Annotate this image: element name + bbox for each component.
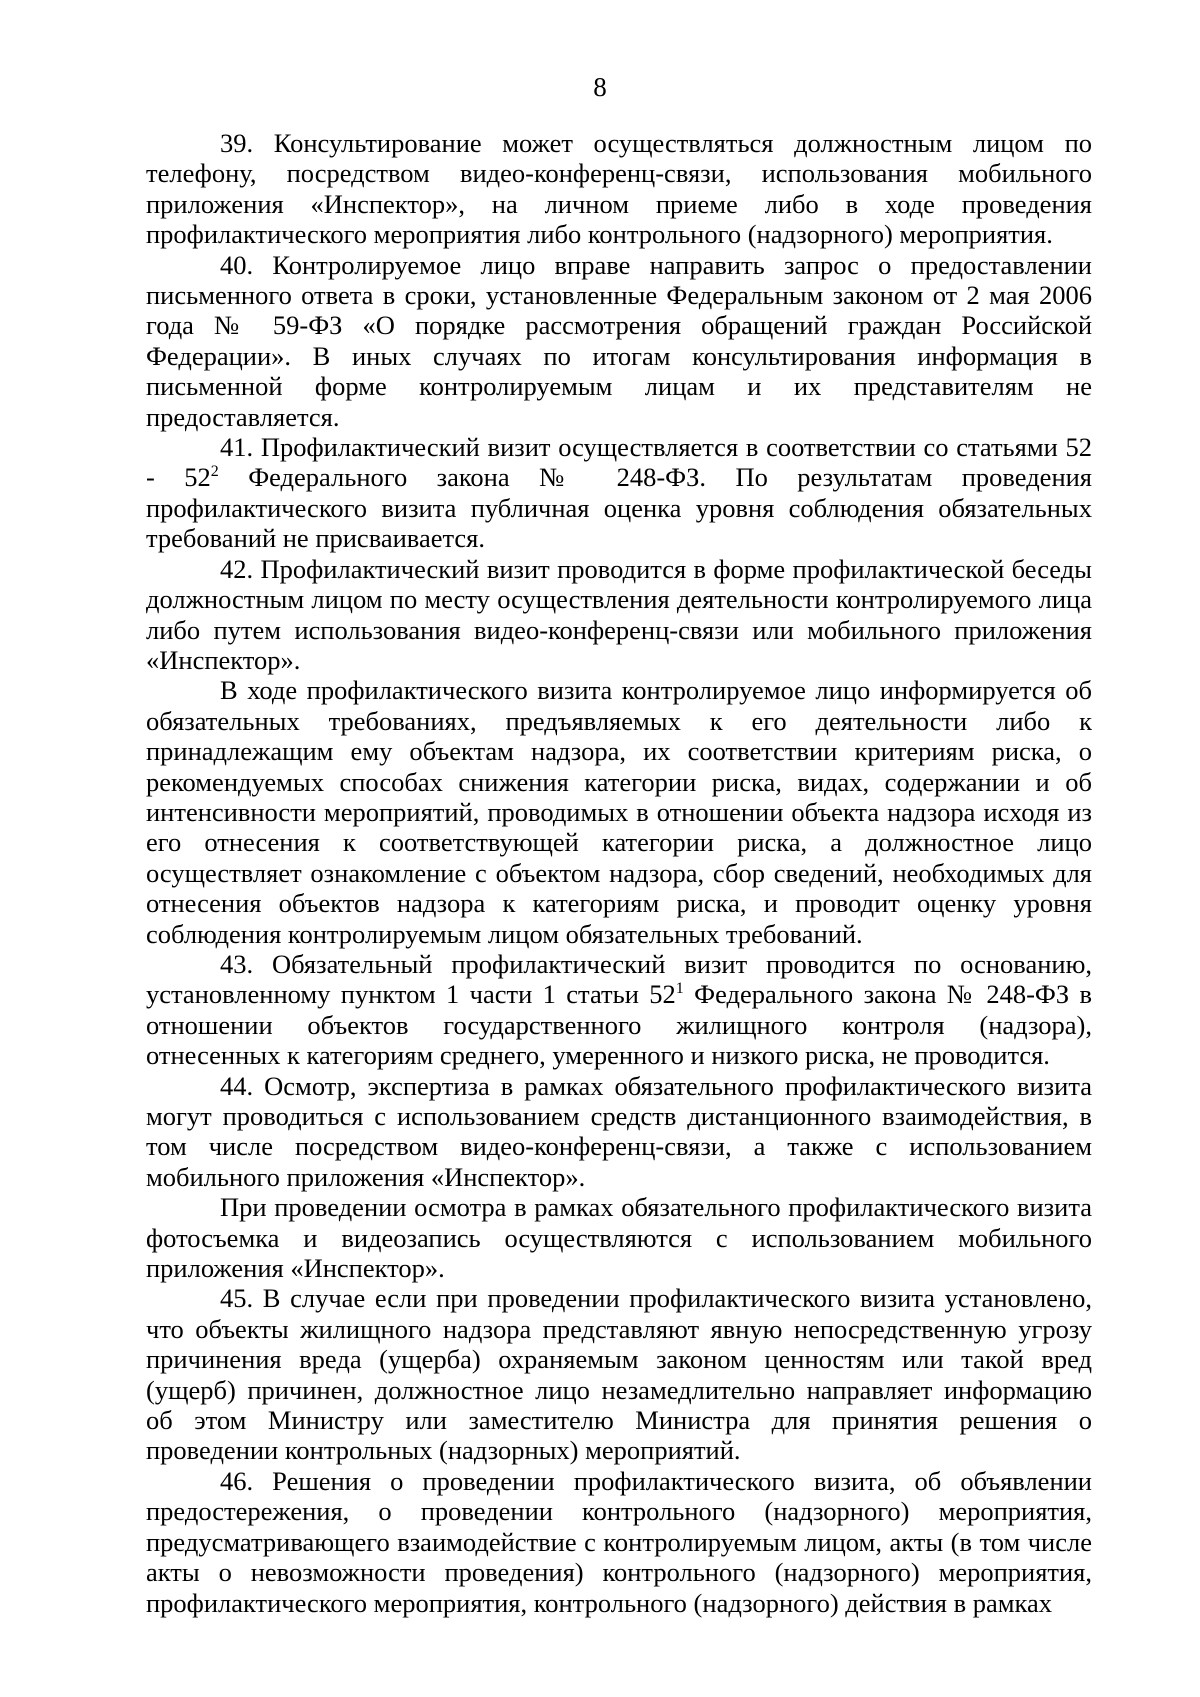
paragraph-44: 44. Осмотр, экспертиза в рамках обязательного профилактического визита могут проводиться с использованием средств дистанционного взаимодействия, в том числе посредством видео-конференц-связи, а также с использованием мобильного приложения «Инспектор». <box>146 1070 1092 1192</box>
document-body <box>146 128 1092 1618</box>
page-number: 8 <box>593 72 607 102</box>
paragraph-42: 42. Профилактический визит проводится в форме профилактической беседы должностным лицом по месту осуществления деятельности контролируемого лица либо путем использования видео-конференц-связи или мобильного приложения «Инспектор». <box>146 553 1092 675</box>
paragraph-41-text-start: 41. Профилактический визит осуществляется в соответствии со статьями 52 - 52 <box>146 432 1092 493</box>
paragraph-42-continuation: В ходе профилактического визита контролируемое лицо информируется об обязательных требованиях, предъявляемых к его деятельности либо к принадлежащим ему объектам надзора, их соответствии критериям риска, о рекомендуемых способах снижения категории риска, видах, содержании и об интенсивности мероприятий, проводимых в отношении объекта надзора исходя из его отнесения к соответствующей категории риска, а должностное лицо осуществляет ознакомление с объектом надзора, сбор сведений, необходимых для отнесения объектов надзора к категориям риска, и проводит оценку уровня соблюдения контролируемым лицом обязательных требований. <box>146 675 1092 949</box>
paragraph-41-superscript: 2 <box>210 463 219 481</box>
paragraph-43 <box>146 949 1092 1071</box>
paragraph-41 <box>146 432 1092 554</box>
paragraph-43-text-end: Федерального закона № 248-ФЗ в отношении объектов государственного жилищного контроля (надзора), отнесенных к категориям среднего, умеренного и низкого риска, не проводится. <box>146 979 1092 1071</box>
paragraph-44-continuation: При проведении осмотра в рамках обязательного профилактического визита фотосъемка и видеозапись осуществляются с использованием мобильного приложения «Инспектор». <box>146 1192 1092 1284</box>
paragraph-39: 39. Консультирование может осуществляться должностным лицом по телефону, посредством видео-конференц-связи, использования мобильного приложения «Инспектор», на личном приеме либо в ходе проведения профилактического мероприятия либо контрольного (надзорного) мероприятия. <box>146 128 1092 250</box>
paragraph-43-text-start: 43. Обязательный профилактический визит проводится по основанию, установленному пунктом 1 части 1 статьи 52 <box>146 948 1092 1010</box>
paragraph-40: 40. Контролируемое лицо вправе направить запрос о предоставлении письменного ответа в сроки, установленные Федеральным законом от 2 мая 2006 года № 59-ФЗ «О порядке рассмотрения обращений граждан Российской Федерации». В иных случаях по итогам консультирования информация в письменной форме контролируемым лицам и их представителям не предоставляется. <box>146 249 1092 432</box>
paragraph-45: 45. В случае если при проведении профилактического визита установлено, что объекты жилищного надзора представляют явную непосредственную угрозу причинения вреда (ущерба) охраняемым законом ценностям или такой вред (ущерб) причинен, должностное лицо незамедлительно направляет информацию об этом Министру или заместителю Министра для принятия решения о проведении контрольных (надзорных) мероприятий. <box>146 1283 1092 1466</box>
paragraph-41-text-end: Федерального закона № 248-ФЗ. По результатам проведения профилактического визита публичная оценка уровня соблюдения обязательных требований не присваивается. <box>146 462 1092 554</box>
paragraph-43-superscript: 1 <box>675 980 684 998</box>
paragraph-46: 46. Решения о проведении профилактического визита, об объявлении предостережения, о проведении контрольного (надзорного) мероприятия, предусматривающего взаимодействие с контролируемым лицом, акты (в том числе акты о невозможности проведения) контрольного (надзорного) мероприятия, профилактического мероприятия, контрольного (надзорного) действия в рамках <box>146 1465 1092 1618</box>
